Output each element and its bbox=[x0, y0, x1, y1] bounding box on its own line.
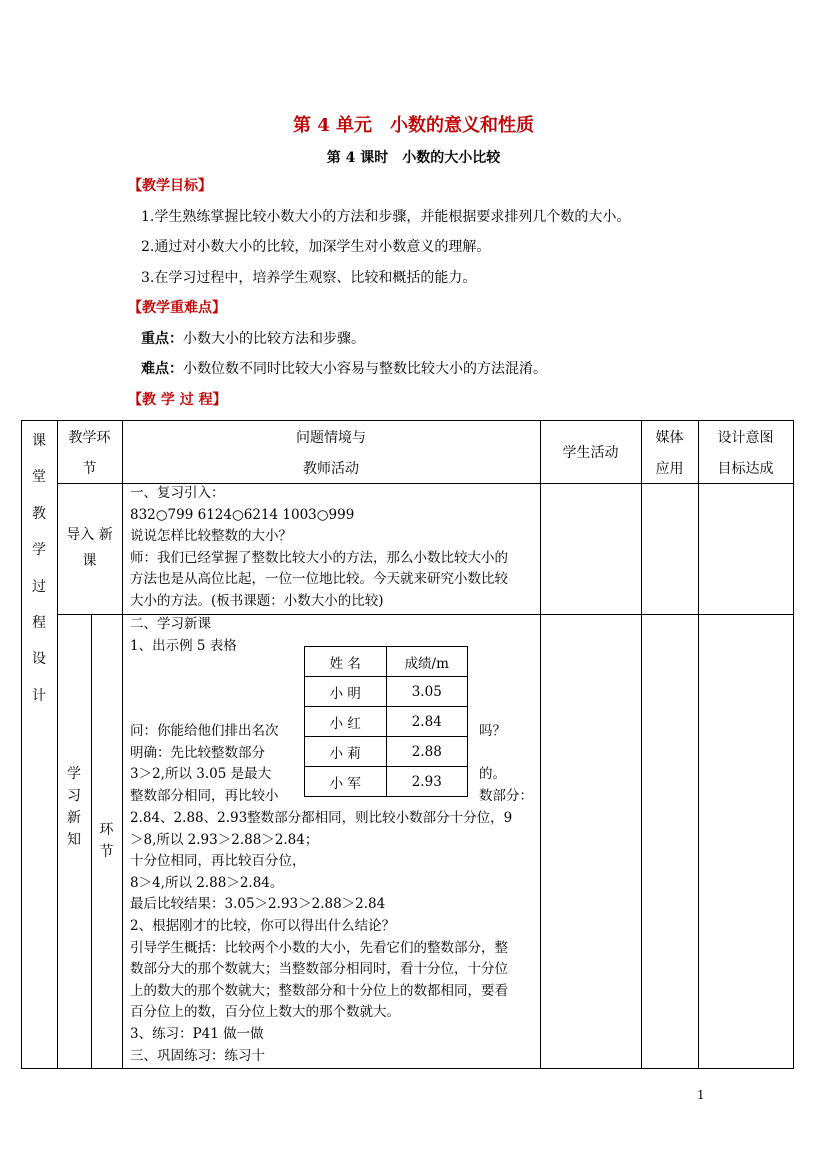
table-row: 小 军 2.93 bbox=[305, 767, 468, 797]
header-design: 设计意图 bbox=[717, 430, 774, 446]
question-right: 吗？ 的。 数部分： bbox=[479, 723, 533, 804]
header-stage: 教学环 bbox=[68, 430, 111, 446]
goal-item: 3.在学习过程中，培养学生观察、比较和概括的能力。 bbox=[141, 270, 477, 286]
difficulty-point bbox=[141, 358, 547, 378]
lesson-subtitle: 第 4 课时 小数的大小比较 bbox=[326, 150, 501, 166]
header-stage-2: 节 bbox=[82, 461, 97, 477]
difficulty-text: 小数位数不同时比较大小容易与整数比较大小的方法混淆。 bbox=[183, 361, 547, 377]
stage-learn: 学 习 新 知 bbox=[67, 766, 81, 848]
key-label: 重点： bbox=[141, 331, 183, 347]
substage-label: 环 节 bbox=[99, 822, 114, 860]
header-student: 学生活动 bbox=[562, 445, 619, 461]
header-activity-2: 教师活动 bbox=[303, 461, 359, 477]
table-row: 小 莉 2.88 bbox=[305, 737, 468, 767]
key-point bbox=[141, 328, 365, 348]
key-text: 小数大小的比较方法和步骤。 bbox=[183, 331, 365, 347]
score-table-header: 姓 名 成绩/m bbox=[305, 647, 468, 677]
keypoints-heading: 【教学重难点】 bbox=[128, 300, 226, 316]
page-number: 1 bbox=[697, 1088, 705, 1102]
score-table bbox=[304, 646, 468, 797]
header-design-2: 目标达成 bbox=[717, 461, 774, 477]
goal-item: 1.学生熟练掌握比较小数大小的方法和步骤，并能根据要求排列几个数的大小。 bbox=[141, 209, 631, 225]
new-lesson-body: 2.84、2.88、2.93整数部分都相同，则比较小数部分十分位，9 ＞8,所以 2.93＞2.88＞2.84； 十分位相同，再比较百分位， 8＞4,所以 2.88＞2.84。 最后比较结果：3.05＞2.93＞2.88＞2.84 2、根据刚才的比较，你可以得出什么结论？ 引导学生概括：比较两个小数的大小，先看它们的整数部分，整 数部分大的那个数就大；当整数部分相同时，看十分位，十分位 上的数大的那个数就大；整数部分和十分位上的数都相同，要看 百分位上的数，百分位上数大的那个数就大。 3、练习：P41 做一做 三、巩固练习：练习十 bbox=[130, 810, 513, 1064]
header-media-2: 应用 bbox=[655, 461, 684, 477]
goal-item: 2.通过对小数大小的比较，加深学生对小数意义的理解。 bbox=[141, 239, 491, 255]
header-activity: 问题情境与 bbox=[296, 430, 366, 446]
page-title: 第 4 单元 小数的意义和性质 bbox=[292, 115, 535, 136]
table-row: 小 明 3.05 bbox=[305, 677, 468, 707]
stage-intro: 导入 新 课 bbox=[66, 527, 113, 569]
difficulty-label: 难点： bbox=[141, 361, 183, 377]
intro-content: 一、复习引入： 832○799 6124○6214 1003○999 说说怎样比较整数的大小？ 师：我们已经掌握了整数比较大小的方法，那么小数比较大小的 方法也是从高位比起，一位一位地比较。今天就来研究小数比较 大小的方法。(板书课题：小数大小的比较) bbox=[130, 485, 508, 609]
course-design-label: 课 堂 教 学 过 程 设 计 bbox=[32, 433, 46, 704]
header-media: 媒体 bbox=[655, 430, 684, 446]
new-lesson-intro: 二、学习新课 1、出示例 5 表格 bbox=[130, 616, 237, 654]
goals-heading: 【教学目标】 bbox=[128, 178, 212, 194]
table-row: 小 红 2.84 bbox=[305, 707, 468, 737]
process-heading: 【教 学 过 程】 bbox=[128, 392, 227, 408]
question-left: 问：你能给他们排出名次 明确：先比较整数部分 3＞2,所以 3.05 是最大 整数部分相同，再比较小 bbox=[130, 723, 279, 804]
